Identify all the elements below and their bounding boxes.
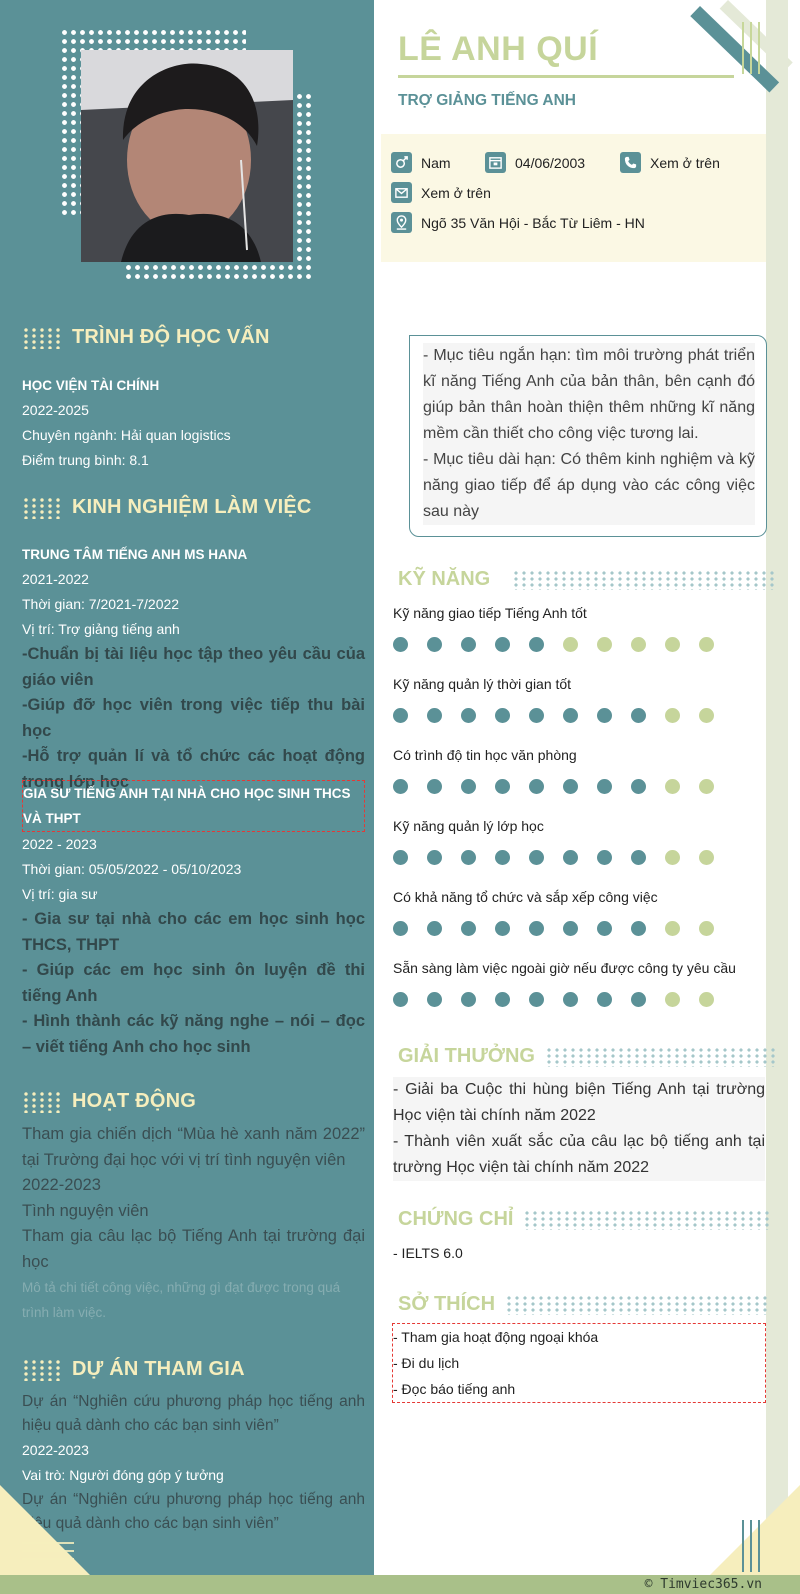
contact-birthday <box>485 152 585 173</box>
awards-title: GIẢI THƯỞNG <box>398 1045 535 1067</box>
contact-gender <box>391 152 451 173</box>
heading-dots-decoration <box>545 1047 777 1067</box>
name-underline <box>398 75 734 78</box>
awards-heading <box>398 1045 777 1068</box>
rating-dot-filled <box>393 779 408 794</box>
rating-dot-filled <box>631 921 646 936</box>
skill-label: Kỹ năng quản lý lớp học <box>393 818 544 834</box>
hobby-item: - Đi du lịch <box>393 1355 460 1371</box>
rating-dot-filled <box>461 921 476 936</box>
experience-job-1 <box>22 542 365 795</box>
rating-dot-empty <box>631 637 646 652</box>
hobbies-list-selected[interactable] <box>392 1323 766 1403</box>
contact-email <box>391 182 491 203</box>
projects-heading <box>22 1358 245 1381</box>
education-period: 2022-2025 <box>22 402 89 418</box>
rating-dot-filled <box>461 637 476 652</box>
rating-dot-filled <box>427 708 442 723</box>
rating-dot-filled <box>631 779 646 794</box>
hobby-item: - Tham gia hoạt động ngoại khóa <box>393 1329 599 1345</box>
heading-dots-decoration <box>22 1091 62 1113</box>
heading-dots-decoration <box>505 1295 767 1315</box>
rating-dot-empty <box>665 708 680 723</box>
rating-dot-filled <box>461 779 476 794</box>
rating-dot-empty <box>699 779 714 794</box>
contact-email-value: Xem ở trên <box>421 184 491 201</box>
skill-rating <box>393 637 714 652</box>
activity-role: Tình nguyện viên <box>22 1201 149 1220</box>
rating-dot-empty <box>597 637 612 652</box>
avatar <box>81 50 293 262</box>
rating-dot-empty <box>699 921 714 936</box>
rating-dot-filled <box>631 708 646 723</box>
job-time: Thời gian: 05/05/2022 - 05/10/2023 <box>22 861 242 877</box>
rating-dot-filled <box>563 921 578 936</box>
project-desc: Dự án “Nghiên cứu phương pháp học tiếng anh hiệu quả dành cho các bạn sinh viên” <box>22 1491 365 1532</box>
education-school: HỌC VIỆN TÀI CHÍNH <box>22 378 160 393</box>
calendar-icon <box>485 152 506 173</box>
contact-phone <box>620 152 720 173</box>
candidate-name: LÊ ANH QUÍ <box>398 30 599 68</box>
rating-dot-empty <box>563 637 578 652</box>
rating-dot-empty <box>665 637 680 652</box>
rating-dot-filled <box>461 992 476 1007</box>
skill-rating <box>393 850 714 865</box>
hobbies-heading <box>398 1293 767 1316</box>
job-duty: -Hỗ trợ quản lí và tổ chức các hoạt động trong lớp học <box>22 747 365 791</box>
rating-dot-filled <box>427 992 442 1007</box>
rating-dot-filled <box>529 850 544 865</box>
bottom-right-bars-decoration <box>742 1520 760 1572</box>
project-title: Dự án “Nghiên cứu phương pháp học tiếng anh hiệu quả dành cho các bạn sinh viên” <box>22 1393 365 1434</box>
contact-phone-value: Xem ở trên <box>650 154 720 171</box>
rating-dot-filled <box>529 992 544 1007</box>
hobby-item: - Đọc báo tiếng anh <box>393 1381 516 1397</box>
rating-dot-filled <box>529 637 544 652</box>
rating-dot-filled <box>495 637 510 652</box>
rating-dot-filled <box>631 850 646 865</box>
skill-label: Có khả năng tổ chức và sắp xếp công việc <box>393 889 658 905</box>
rating-dot-filled <box>495 850 510 865</box>
rating-dot-filled <box>597 708 612 723</box>
job-duty: - Gia sư tại nhà cho các em học sinh học THCS, THPT <box>22 910 365 954</box>
objective-text <box>423 343 755 525</box>
rating-dot-empty <box>665 921 680 936</box>
corner-lines-decoration <box>22 1542 74 1566</box>
gender-icon <box>391 152 412 173</box>
certificate-item: - IELTS 6.0 <box>393 1245 463 1261</box>
job-company-selected[interactable]: GIA SƯ TIẾNG ANH TẠI NHÀ CHO HỌC SINH THCS VÀ THPT <box>22 780 365 832</box>
right-edge-stripe <box>766 0 788 1594</box>
experience-job-2 <box>22 780 365 1060</box>
activity-placeholder[interactable]: Mô tả chi tiết công việc, những gì đạt được trong quá trình làm việc. <box>22 1280 341 1320</box>
rating-dot-filled <box>393 921 408 936</box>
contact-birthday-value: 04/06/2003 <box>515 154 586 171</box>
job-company: TRUNG TÂM TIẾNG ANH MS HANA <box>22 547 248 562</box>
rating-dot-filled <box>461 708 476 723</box>
rating-dot-filled <box>495 779 510 794</box>
rating-dot-filled <box>393 637 408 652</box>
rating-dot-empty <box>699 637 714 652</box>
rating-dot-filled <box>393 708 408 723</box>
rating-dot-filled <box>563 850 578 865</box>
skill-rating <box>393 779 714 794</box>
education-block <box>22 373 365 473</box>
rating-dot-filled <box>597 850 612 865</box>
job-time: Thời gian: 7/2021-7/2022 <box>22 596 180 612</box>
rating-dot-filled <box>597 779 612 794</box>
rating-dot-filled <box>529 779 544 794</box>
rating-dot-empty <box>665 779 680 794</box>
rating-dot-filled <box>393 850 408 865</box>
heading-dots-decoration <box>22 327 62 349</box>
contact-gender-value: Nam <box>421 154 451 171</box>
rating-dot-filled <box>393 992 408 1007</box>
rating-dot-empty <box>665 992 680 1007</box>
job-duty: - Hình thành các kỹ năng nghe – nói – đọc – viết tiếng Anh cho học sinh <box>22 1012 365 1056</box>
objective-short-term: - Mục tiêu ngắn hạn: tìm môi trường phát triển kĩ năng Tiếng Anh của bản thân, bên cạnh đó giúp bản thân hoàn thiện thêm những kĩ năng mềm cần thiết cho công việc tương lai. <box>423 343 755 447</box>
job-years: 2021-2022 <box>22 571 89 587</box>
rating-dot-filled <box>495 708 510 723</box>
activities-title: HOẠT ĐỘNG <box>72 1090 197 1112</box>
skill-rating <box>393 708 714 723</box>
activities-block <box>22 1122 365 1325</box>
skill-rating <box>393 992 714 1007</box>
activity-period: 2022-2023 <box>22 1176 101 1194</box>
project-role: Vai trò: Người đóng góp ý tưởng <box>22 1467 224 1483</box>
job-role: Vị trí: Trợ giảng tiếng anh <box>22 621 180 637</box>
award-item: - Giải ba Cuộc thi hùng biện Tiếng Anh tại trường Học viện tài chính năm 2022 <box>393 1077 765 1129</box>
awards-list <box>393 1077 765 1181</box>
rating-dot-filled <box>427 779 442 794</box>
rating-dot-empty <box>699 708 714 723</box>
skill-label: Kỹ năng giao tiếp Tiếng Anh tốt <box>393 605 587 621</box>
job-duty: -Chuẩn bị tài liệu học tập theo yêu cầu của giáo viên <box>22 645 365 689</box>
email-icon <box>391 182 412 203</box>
rating-dot-filled <box>427 637 442 652</box>
experience-heading <box>22 496 312 519</box>
phone-icon <box>620 152 641 173</box>
heading-dots-decoration <box>512 570 774 590</box>
certificates-heading <box>398 1208 769 1231</box>
location-icon <box>391 212 412 233</box>
rating-dot-empty <box>699 850 714 865</box>
contact-address <box>391 212 645 233</box>
rating-dot-filled <box>597 921 612 936</box>
right-edge-band <box>788 0 800 1594</box>
rating-dot-filled <box>495 921 510 936</box>
skill-label: Kỹ năng quản lý thời gian tốt <box>393 676 572 692</box>
rating-dot-filled <box>461 850 476 865</box>
rating-dot-filled <box>529 921 544 936</box>
hobbies-title: SỞ THÍCH <box>398 1293 496 1315</box>
education-gpa: Điểm trung bình: 8.1 <box>22 452 149 468</box>
activity-line: Tham gia câu lạc bộ Tiếng Anh tại trường đại học <box>22 1227 365 1271</box>
rating-dot-empty <box>699 992 714 1007</box>
heading-dots-decoration <box>523 1210 769 1230</box>
job-duty: -Giúp đỡ học viên trong việc tiếp thu bài học <box>22 696 365 740</box>
heading-dots-decoration <box>22 497 62 519</box>
heading-dots-decoration <box>22 1359 62 1381</box>
top-right-bars-decoration <box>742 22 760 74</box>
contact-address-value: Ngõ 35 Văn Hội - Bắc Từ Liêm - HN <box>421 214 645 231</box>
rating-dot-filled <box>631 992 646 1007</box>
experience-title: KINH NGHIỆM LÀM VIỆC <box>72 496 312 518</box>
skill-rating <box>393 921 714 936</box>
activities-heading <box>22 1090 196 1113</box>
job-duty: - Giúp các em học sinh ôn luyện đề thi tiếng Anh <box>22 961 365 1005</box>
project-period: 2022-2023 <box>22 1442 89 1458</box>
skills-title: KỸ NĂNG <box>398 568 491 590</box>
rating-dot-filled <box>495 992 510 1007</box>
activity-line: Tham gia chiến dịch “Mùa hè xanh năm 2022” tại Trường đại học với vị trí tình nguyện viên <box>22 1125 365 1169</box>
education-title: TRÌNH ĐỘ HỌC VẤN <box>72 326 270 348</box>
rating-dot-filled <box>563 992 578 1007</box>
job-years: 2022 - 2023 <box>22 836 97 852</box>
left-column <box>0 0 374 1575</box>
job-role: Vị trí: gia sư <box>22 886 98 902</box>
skills-heading <box>398 568 774 591</box>
certificates-list <box>393 1240 765 1266</box>
objective-long-term: - Mục tiêu dài hạn: Có thêm kinh nghiệm và kỹ năng giao tiếp để áp dụng vào các công việc sau này <box>423 447 755 525</box>
candidate-job-title: TRỢ GIẢNG TIẾNG ANH <box>398 92 576 109</box>
rating-dot-filled <box>427 850 442 865</box>
certificates-title: CHỨNG CHỈ <box>398 1208 514 1230</box>
watermark: © Timviec365.vn <box>644 1577 762 1592</box>
skill-label: Có trình độ tin học văn phòng <box>393 747 577 763</box>
award-item: - Thành viên xuất sắc của câu lạc bộ tiếng anh tại trường Học viện tài chính năm 2022 <box>393 1129 765 1181</box>
skill-label: Sẵn sàng làm việc ngoài giờ nếu được công ty yêu cầu <box>393 960 736 976</box>
rating-dot-filled <box>563 708 578 723</box>
contact-box <box>381 134 766 262</box>
rating-dot-filled <box>597 992 612 1007</box>
rating-dot-filled <box>529 708 544 723</box>
rating-dot-filled <box>563 779 578 794</box>
rating-dot-empty <box>665 850 680 865</box>
rating-dot-filled <box>427 921 442 936</box>
projects-title: DỰ ÁN THAM GIA <box>72 1358 245 1380</box>
education-heading <box>22 326 270 349</box>
education-major: Chuyên ngành: Hải quan logistics <box>22 427 231 443</box>
